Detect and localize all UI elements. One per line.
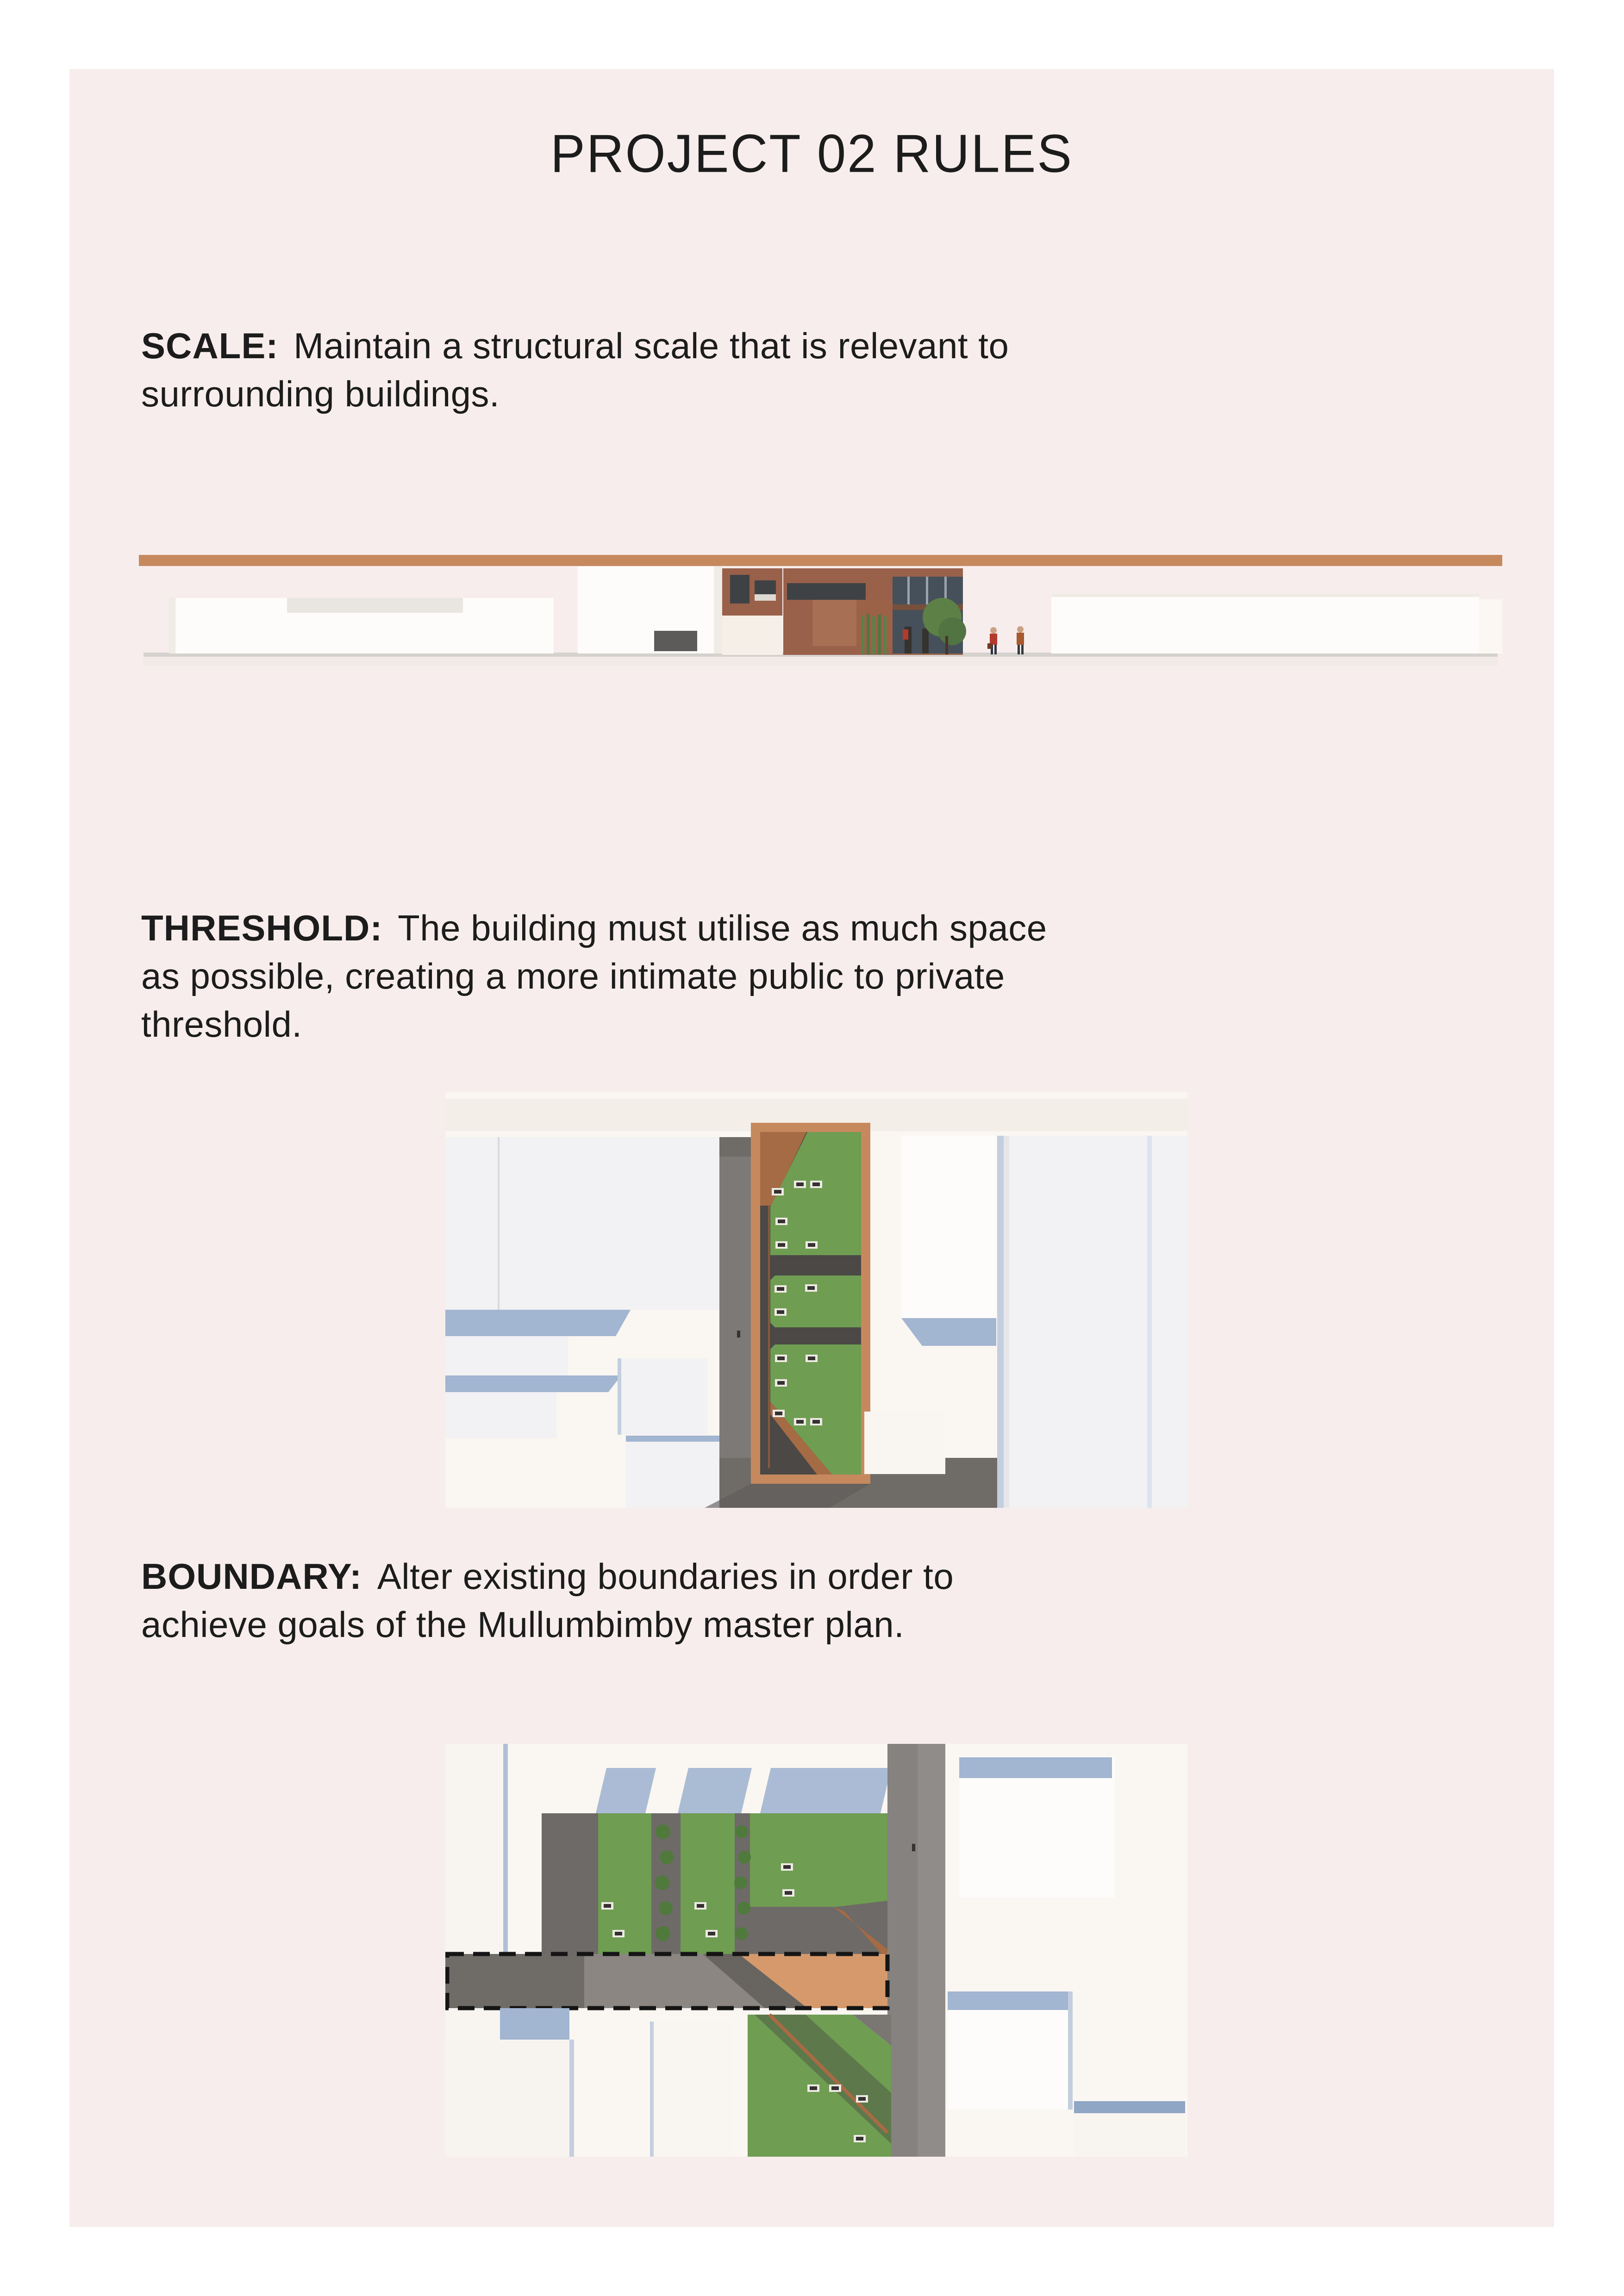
- green-roof: [750, 1813, 891, 1907]
- right-buildings: [864, 1136, 1187, 1508]
- section-threshold-line-1: [141, 904, 1047, 952]
- section-threshold-line-2: as possible, creating a more intimate public to private: [141, 956, 1005, 996]
- ground-shadow: [144, 657, 1498, 666]
- main-brick-building: [783, 568, 966, 655]
- section-scale: [141, 322, 1009, 418]
- boundary-alteration-zone: [445, 1954, 887, 2008]
- street-elevation-figure: [139, 566, 1502, 674]
- section-threshold-line-3: threshold.: [141, 1004, 302, 1045]
- tall-white-building: [578, 566, 722, 653]
- brick-annex: [722, 568, 782, 655]
- pedestrian: [912, 1844, 915, 1851]
- section-boundary-label: BOUNDARY:: [141, 1556, 362, 1597]
- accent-divider-bar: [139, 555, 1502, 566]
- section-scale-line-1: [141, 322, 1009, 370]
- left-neighbour-building: [169, 598, 554, 653]
- pink-panel: [69, 69, 1554, 2227]
- section-scale-label: SCALE:: [141, 325, 279, 366]
- site-plan-threshold-figure: [445, 1092, 1187, 1508]
- section-scale-text: Maintain a structural scale that is relevant to: [294, 325, 1009, 366]
- right-neighbour-building: [1051, 594, 1502, 653]
- orange-site-outline: [751, 1123, 870, 1484]
- section-threshold-text: The building must utilise as much space: [398, 908, 1047, 948]
- section-threshold-label: THRESHOLD:: [141, 908, 383, 948]
- page-title: PROJECT 02 RULES: [550, 123, 1073, 184]
- section-boundary-line-1: [141, 1552, 954, 1600]
- section-boundary-line-2: achieve goals of the Mullumbimby master plan.: [141, 1604, 905, 1645]
- pedestrian: [1017, 626, 1024, 654]
- pedestrian: [737, 1331, 740, 1338]
- pedestrian: [987, 627, 997, 654]
- site-plan-boundary-figure: [445, 1744, 1187, 2157]
- green-parcel: [748, 2015, 891, 2157]
- garage-door: [654, 631, 697, 651]
- green-roof: [598, 1813, 651, 1958]
- section-boundary-text: Alter existing boundaries in order to: [377, 1556, 954, 1597]
- section-scale-line-2: surrounding buildings.: [141, 373, 500, 414]
- green-roof: [770, 1276, 861, 1327]
- window-band: [787, 583, 866, 600]
- section-boundary: [141, 1552, 954, 1649]
- section-threshold: [141, 904, 1047, 1048]
